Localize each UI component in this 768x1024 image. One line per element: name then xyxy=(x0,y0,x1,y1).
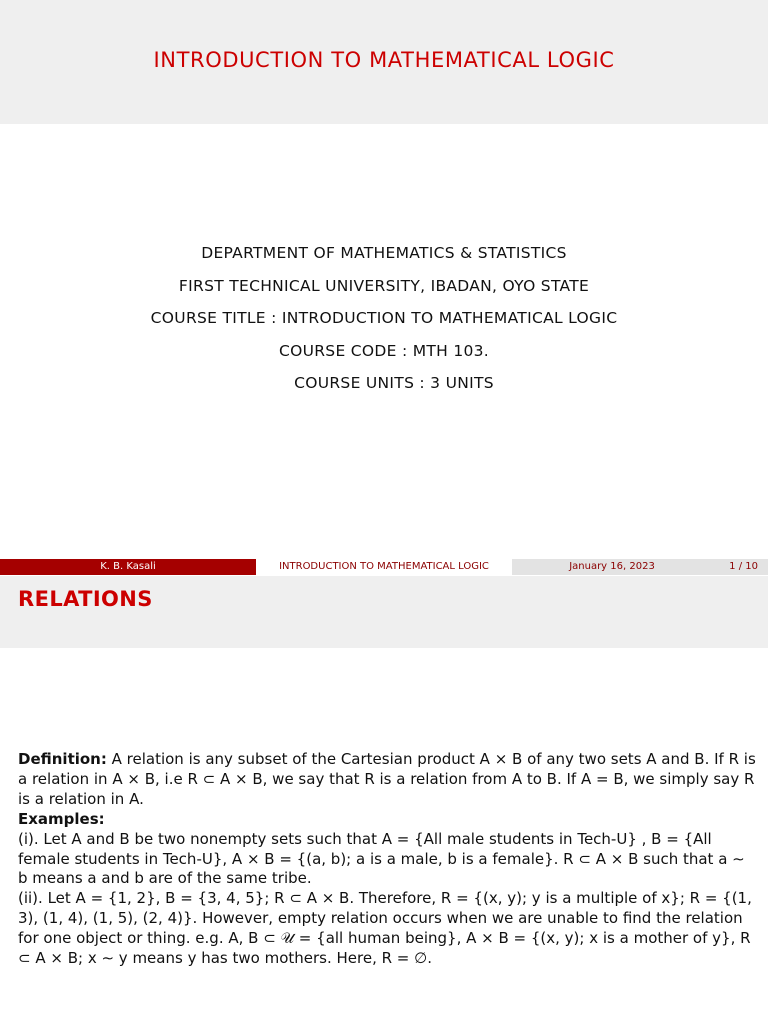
definition-text: A relation is any subset of the Cartesian product A × B of any two sets A and B. If R is a relation in A × B, i.e R ⊂ A × B, we say that R is a relation from A to B. If A = B, we simply say R is a relation in A. xyxy=(18,750,756,808)
slide-footer xyxy=(0,559,768,575)
slide-body xyxy=(18,750,756,969)
example-2: (ii). Let A = {1, 2}, B = {3, 4, 5}; R ⊂ A × B. Therefore, R = {(x, y); y is a multiple of x}; R = {(1, 3), (1, 4), (1, 5), (2, 4)}. However, empty relation occurs when we are unable to find the relation for one object or thing. e.g. A, B ⊂ 𝒰 = {all human being}, A × B = {(x, y); x is a mother of y}, R ⊂ A × B; x ∼ y means y has two mothers. Here, R = ∅. xyxy=(18,889,752,968)
footer-date: January 16, 2023 xyxy=(569,561,655,572)
definition-label: Definition: xyxy=(18,750,107,768)
slide-title: INTRODUCTION TO MATHEMATICAL LOGIC xyxy=(153,48,615,72)
example-1: (i). Let A and B be two nonempty sets such that A = {All male students in Tech-U} , B = {All female students in Tech-U}, A × B = {(a, b); a is a male, b is a female}. R ⊂ A × B such that a ∼ b means a and b are of the same tribe. xyxy=(18,829,745,888)
course-units-line: COURSE UNITS : 3 UNITS xyxy=(294,374,494,392)
footer-author: K. B. Kasali xyxy=(0,559,256,575)
definition-paragraph xyxy=(18,750,756,810)
course-code-line: COURSE CODE : MTH 103. xyxy=(278,342,490,360)
examples-label: Examples: xyxy=(18,809,105,828)
university-line: FIRST TECHNICAL UNIVERSITY, IBADAN, OYO STATE xyxy=(178,277,590,295)
department-line: DEPARTMENT OF MATHEMATICS & STATISTICS xyxy=(201,244,567,262)
slide-title: RELATIONS xyxy=(18,587,153,611)
footer-page-number: 1 / 10 xyxy=(729,561,758,572)
relations-slide xyxy=(0,576,768,1024)
footer-right xyxy=(512,559,768,575)
footer-title: INTRODUCTION TO MATHEMATICAL LOGIC xyxy=(256,559,512,575)
course-title-line: COURSE TITLE : INTRODUCTION TO MATHEMATICAL LOGIC xyxy=(150,309,618,327)
